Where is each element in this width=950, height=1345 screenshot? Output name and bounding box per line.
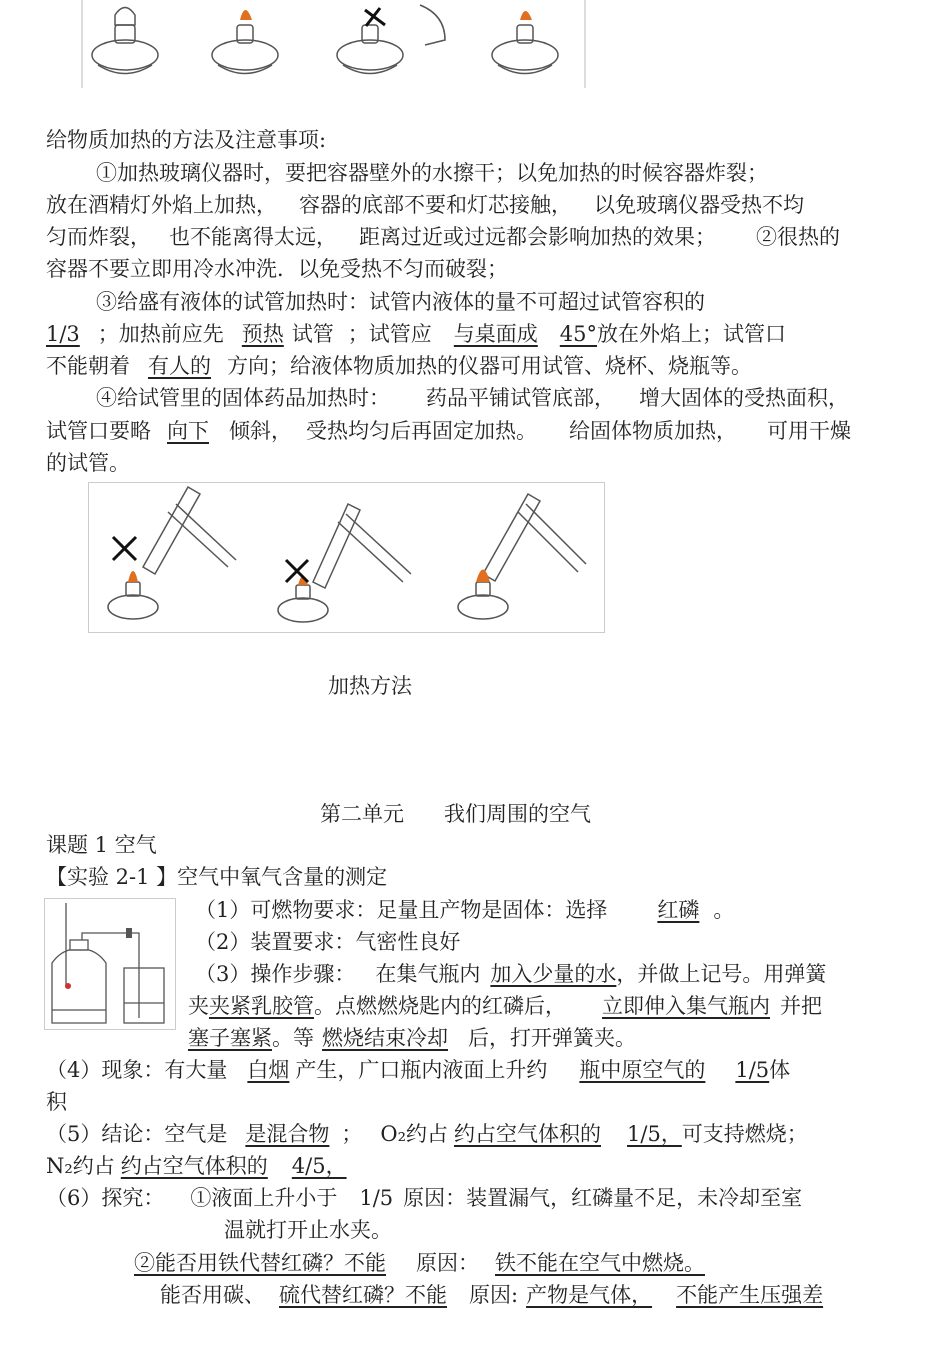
heating-heading: 给物质加热的方法及注意事项: [46, 128, 327, 152]
answer-people: 有人的 [148, 354, 211, 378]
heating-rule-1-line3: 匀而炸裂， 也不能离得太远， 距离过近或过远都会影响加热的效果； ②很热的 [46, 225, 840, 249]
step-2: （2）装置要求：气密性良好 [195, 930, 461, 954]
answer-fifth: 瓶中原空气的 1/5 [579, 1058, 770, 1082]
answer-1-3: 1/3 [46, 322, 80, 346]
answer-downward: 向下 [167, 419, 209, 443]
experiment-title: 【实验 2-1 】空气中氧气含量的测定 [46, 865, 388, 889]
answer-add-water: 加入少量的水 [490, 962, 617, 986]
answer-preheat: 预热 [241, 322, 284, 346]
step-4: （4）现象：有大量 白烟 产生，广口瓶内液面上升约 瓶中原空气的 1/5体 [46, 1058, 791, 1082]
step-3: （3）操作步骤： 在集气瓶内 加入少量的水，并做上记号。用弹簧 [195, 962, 827, 986]
lesson-title: 课题 1 空气 [46, 833, 157, 857]
oxygen-apparatus-figure [44, 898, 176, 1030]
liquid-heating-line2: 1/3 ；加热前应先 预热 试管 ；试管应 与桌面成 45°放在外焰上；试管口 [46, 322, 787, 346]
step-6-carbon: 能否用碳、 硫代替红磷？不能 原因: 产物是气体， 不能产生压强差 [160, 1283, 824, 1307]
step-3-line2: 夹夹紧乳胶管。点燃燃烧匙内的红磷后， 立即伸入集气瓶内 并把 [188, 994, 822, 1018]
unit-title: 第二单元 我们周围的空气 [320, 802, 591, 826]
answer-insert: 立即伸入集气瓶内 [602, 994, 770, 1018]
solid-heating-line3: 的试管。 [46, 451, 130, 475]
step-6-iron: ②能否用铁代替红磷？不能 原因： 铁不能在空气中燃烧。 [134, 1251, 705, 1275]
figure-caption: 加热方法 [328, 674, 412, 698]
step-6: （6）探究： ①液面上升小于 1/5 原因：装置漏气，红磷量不足，未冷却至室 [46, 1186, 803, 1210]
step-5-line2: N₂约占 约占空气体积的 4/5， [46, 1154, 347, 1178]
step-4-line2: 积 [46, 1090, 67, 1114]
answer-mixture: 是混合物 [245, 1122, 330, 1146]
answer-n2: 约占空气体积的 4/5， [120, 1154, 347, 1178]
answer-iron: 铁不能在空气中燃烧。 [495, 1251, 705, 1275]
liquid-heating-rule: ③给盛有液体的试管加热时：试管内液体的量不可超过试管容积的 [96, 290, 705, 314]
answer-angle: 与桌面成 45° [453, 322, 598, 346]
step-6-line2: 温就打开止水夹。 [224, 1218, 392, 1242]
step-3-line3: 塞子塞紧。等 燃烧结束冷却 后，打开弹簧夹。 [188, 1026, 636, 1050]
heating-rule-1: ①加热玻璃仪器时，要把容器壁外的水擦干；以免加热的时候容器炸裂； [96, 161, 768, 185]
solid-heating-line2: 试管口要略 向下 倾斜， 受热均匀后再固定加热。 给固体物质加热， 可用干燥 [46, 419, 851, 443]
heating-rule-2: 容器不要立即用冷水冲洗．以免受热不匀而破裂； [46, 257, 508, 281]
answer-stopper: 塞子塞紧 [188, 1026, 272, 1050]
answer-carbon: 产物是气体， 不能产生压强差 [526, 1283, 824, 1307]
step-1: （1）可燃物要求：足量且产物是固体：选择 红磷 。 [195, 898, 735, 922]
answer-clamp: 夹紧乳胶管 [209, 994, 314, 1018]
solid-heating-rule: ④给试管里的固体药品加热时： 药品平铺试管底部， 增大固体的受热面积， [96, 386, 849, 410]
alcohol-lamp-figure [80, 0, 590, 90]
answer-cool: 燃烧结束冷却 [322, 1026, 448, 1050]
heating-rule-1-line2: 放在酒精灯外焰上加热， 容器的底部不要和灯芯接触， 以免玻璃仪器受热不均 [46, 193, 804, 217]
answer-o2: 约占空气体积的 1/5， [454, 1122, 682, 1146]
liquid-heating-line3: 不能朝着 有人的 方向；给液体物质加热的仪器可用试管、烧杯、烧瓶等。 [46, 354, 752, 378]
answer-red-phosphorus: 红磷 [657, 898, 700, 922]
step-5: （5）结论：空气是 是混合物 ； O₂约占 约占空气体积的 1/5，可支持燃烧； [46, 1122, 808, 1146]
answer-white-smoke: 白烟 [247, 1058, 290, 1082]
heating-methods-figure [88, 482, 606, 634]
